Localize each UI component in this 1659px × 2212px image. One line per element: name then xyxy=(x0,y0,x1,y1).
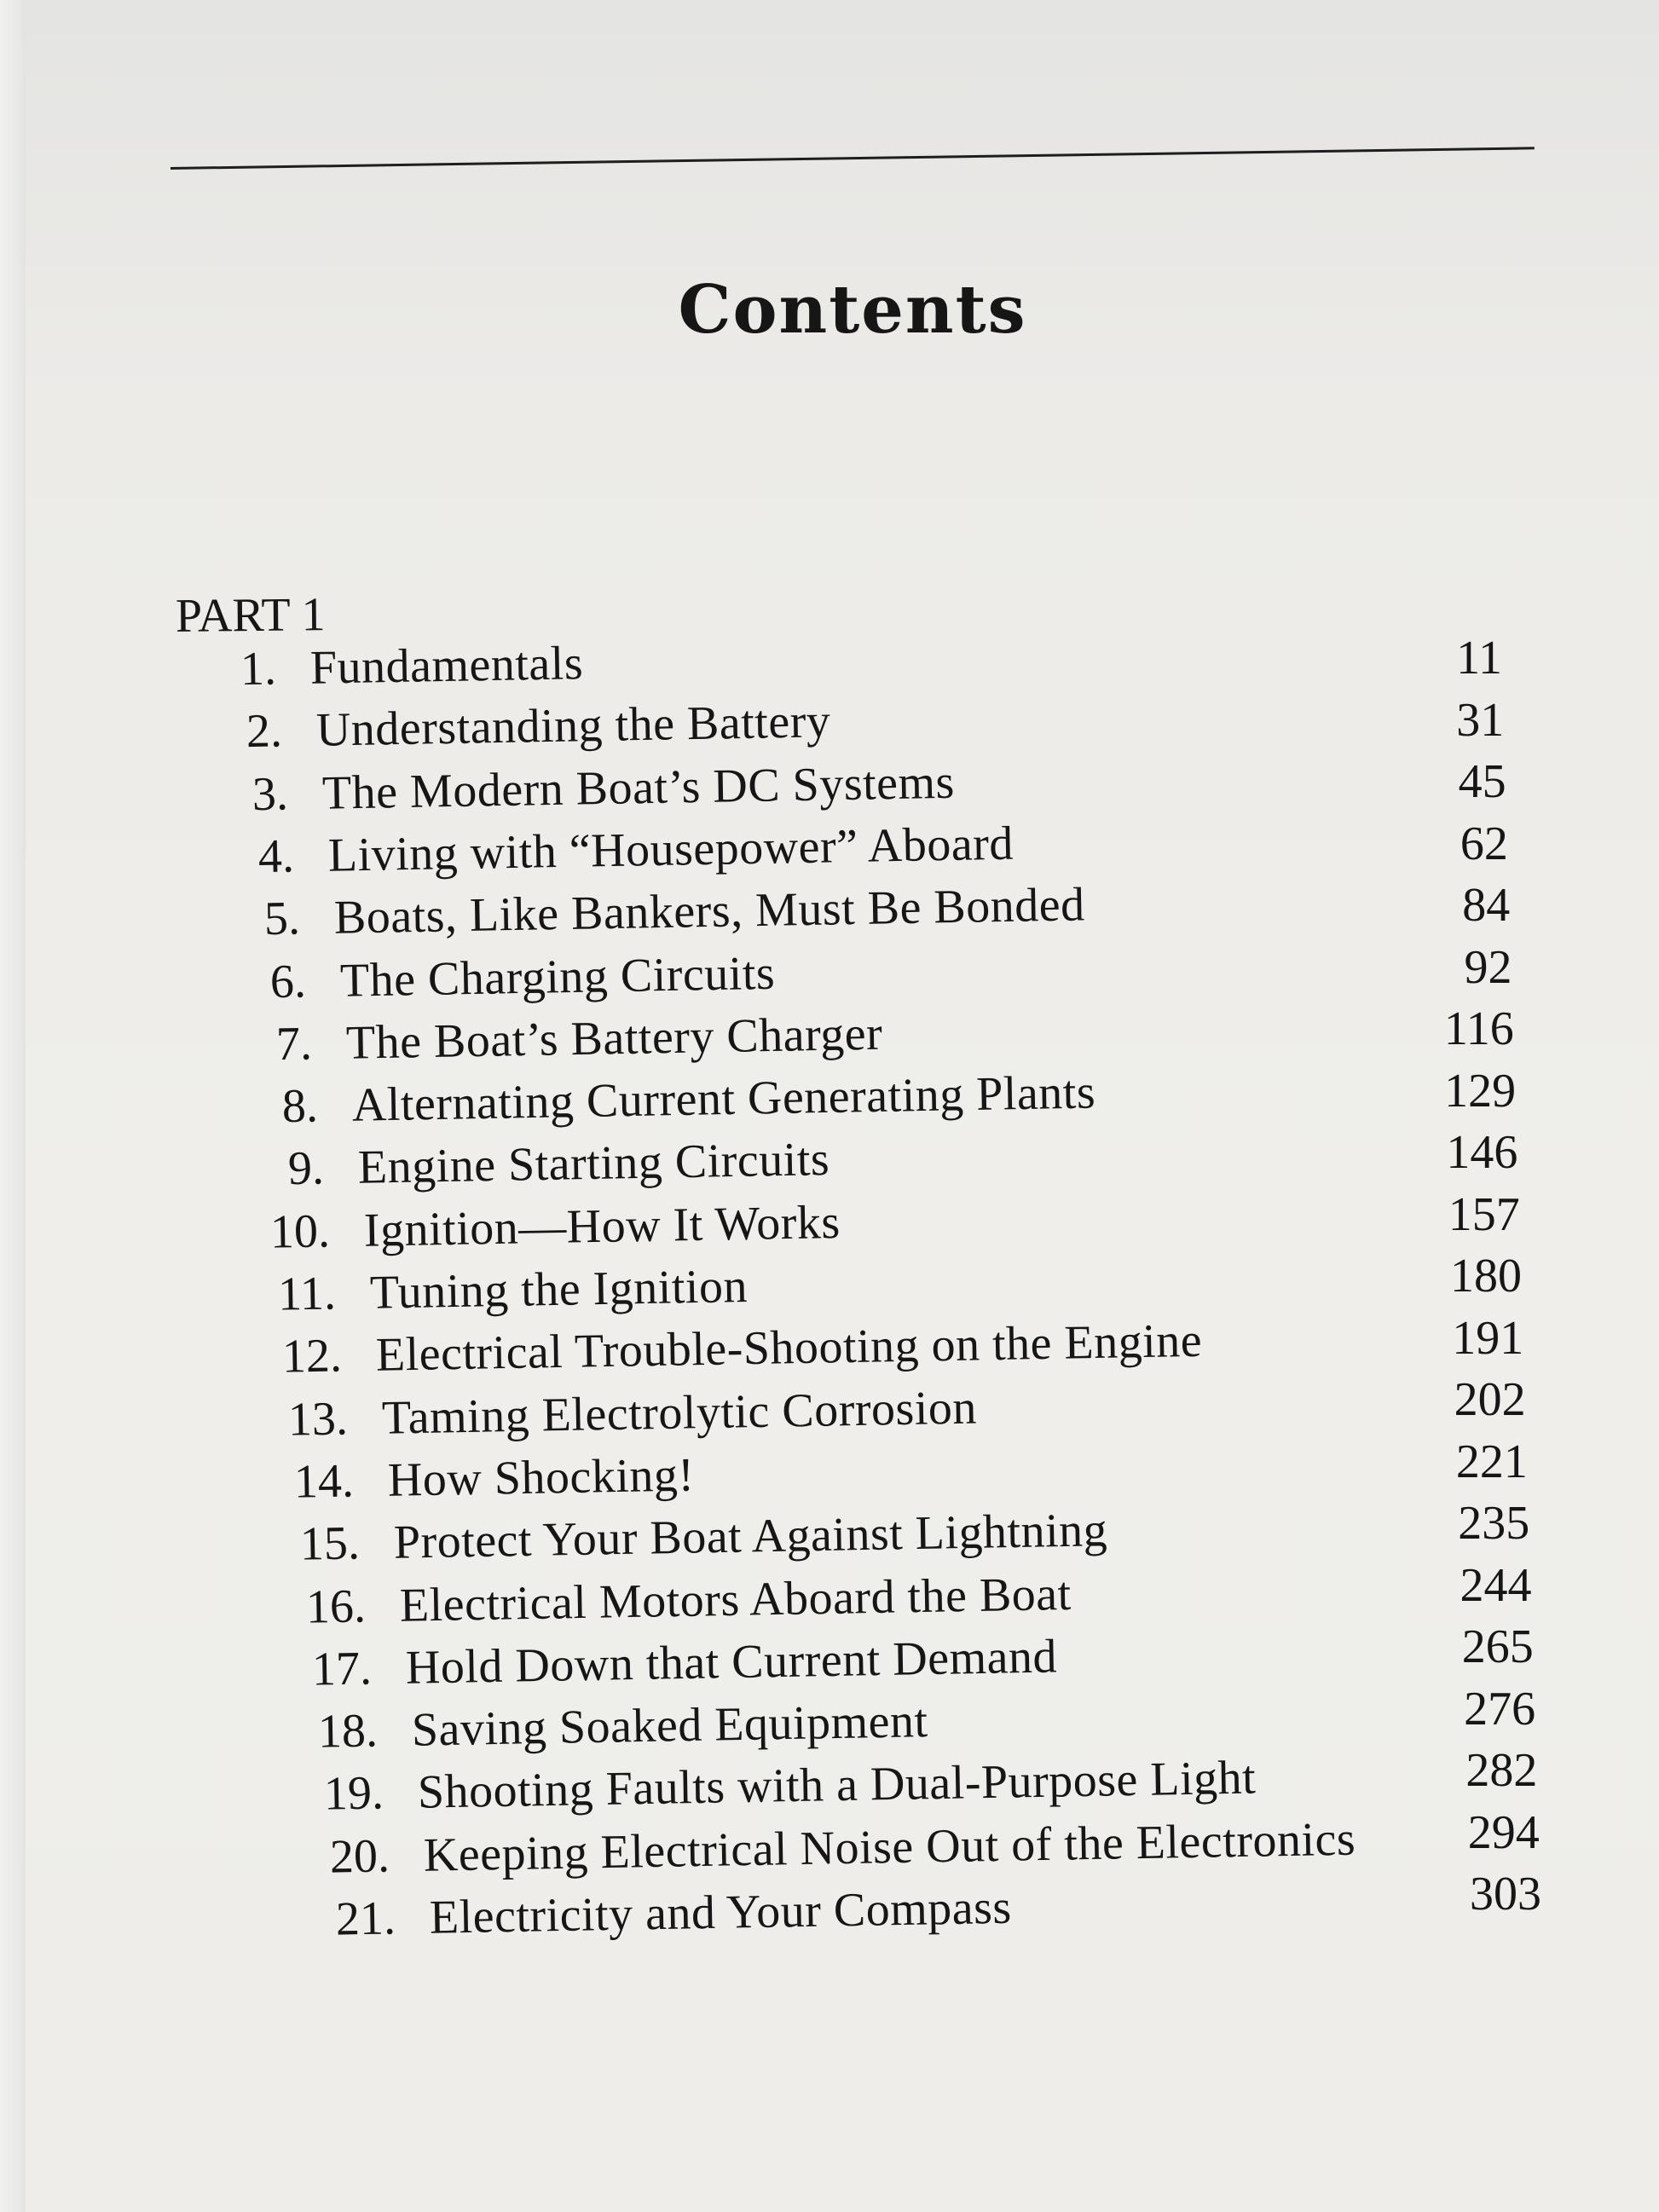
chapter-title: Alternating Current Generating Plants xyxy=(351,1066,1096,1132)
chapter-title: Saving Soaked Equipment xyxy=(411,1695,929,1757)
chapter-title: Keeping Electrical Noise Out of the Electronics xyxy=(423,1812,1356,1882)
chapter-number: 18. xyxy=(317,1704,379,1759)
chapter-title: The Modern Boat’s DC Systems xyxy=(321,755,956,820)
chapter-number: 3. xyxy=(251,766,289,821)
page-number: 282 xyxy=(1465,1744,1538,1797)
chapter-number: 15. xyxy=(299,1516,361,1571)
page-number: 45 xyxy=(1458,755,1506,808)
chapter-number: 16. xyxy=(305,1579,367,1634)
chapter-number: 5. xyxy=(263,892,301,946)
chapter-number: 9. xyxy=(287,1141,325,1196)
chapter-title: Engine Starting Circuits xyxy=(357,1133,830,1195)
page-number: 146 xyxy=(1446,1126,1518,1179)
page-title: Contents xyxy=(678,271,1027,349)
page-number: 235 xyxy=(1458,1497,1530,1550)
chapter-title: Shooting Faults with a Dual-Purpose Light xyxy=(417,1751,1257,1820)
chapter-title: How Shocking! xyxy=(387,1448,696,1507)
chapter-title: Electrical Motors Aboard the Boat xyxy=(399,1567,1072,1632)
page-number: 157 xyxy=(1448,1187,1520,1241)
page-number: 294 xyxy=(1467,1805,1540,1859)
part-label: PART 1 xyxy=(175,588,326,643)
chapter-title: Electrical Trouble-Shooting on the Engine xyxy=(375,1314,1203,1382)
chapter-number: 1. xyxy=(240,642,277,696)
page-number: 180 xyxy=(1450,1250,1522,1302)
page-number: 244 xyxy=(1460,1558,1532,1612)
chapter-title: Ignition—How It Works xyxy=(363,1195,841,1257)
chapter-number: 6. xyxy=(269,954,307,1008)
chapter-title: Electricity and Your Compass xyxy=(429,1880,1013,1944)
chapter-number: 12. xyxy=(281,1329,343,1383)
page-number: 62 xyxy=(1460,817,1508,870)
page-number: 265 xyxy=(1461,1620,1534,1673)
chapter-number: 10. xyxy=(269,1204,331,1259)
page-number: 202 xyxy=(1454,1373,1526,1426)
chapter-title: Fundamentals xyxy=(309,637,584,695)
page-number: 11 xyxy=(1456,632,1502,684)
chapter-number: 2. xyxy=(246,704,283,759)
chapter-title: Protect Your Boat Against Lightning xyxy=(393,1504,1108,1569)
chapter-number: 13. xyxy=(287,1391,349,1447)
page-number: 221 xyxy=(1455,1435,1528,1488)
chapter-title: Hold Down that Current Demand xyxy=(405,1630,1058,1695)
chapter-number: 20. xyxy=(329,1829,390,1884)
chapter-number: 7. xyxy=(275,1017,313,1071)
page-number: 303 xyxy=(1470,1868,1541,1920)
page-number: 276 xyxy=(1464,1682,1536,1736)
page-number: 84 xyxy=(1462,879,1511,932)
chapter-number: 8. xyxy=(281,1079,319,1134)
page-number: 116 xyxy=(1443,1002,1514,1055)
chapter-title: Tuning the Ignition xyxy=(369,1259,749,1320)
chapter-title: Understanding the Battery xyxy=(315,695,831,757)
chapter-title: Taming Electrolytic Corrosion xyxy=(381,1381,978,1445)
chapter-number: 17. xyxy=(311,1642,373,1696)
chapter-number: 21. xyxy=(335,1891,396,1946)
chapter-title: The Charging Circuits xyxy=(339,946,776,1008)
page-number: 191 xyxy=(1452,1311,1524,1365)
page-number: 31 xyxy=(1456,693,1505,747)
chapter-number: 19. xyxy=(323,1766,384,1822)
chapter-title: Living with “Housepower” Aboard xyxy=(327,817,1014,882)
chapter-number: 14. xyxy=(293,1454,355,1509)
page-number: 92 xyxy=(1464,940,1512,994)
chapter-number: 4. xyxy=(257,829,295,884)
chapter-title: The Boat’s Battery Charger xyxy=(345,1007,883,1070)
page-number: 129 xyxy=(1444,1064,1517,1118)
chapter-number: 11. xyxy=(277,1267,337,1321)
chapter-title: Boats, Like Bankers, Must Be Bonded xyxy=(333,878,1086,944)
